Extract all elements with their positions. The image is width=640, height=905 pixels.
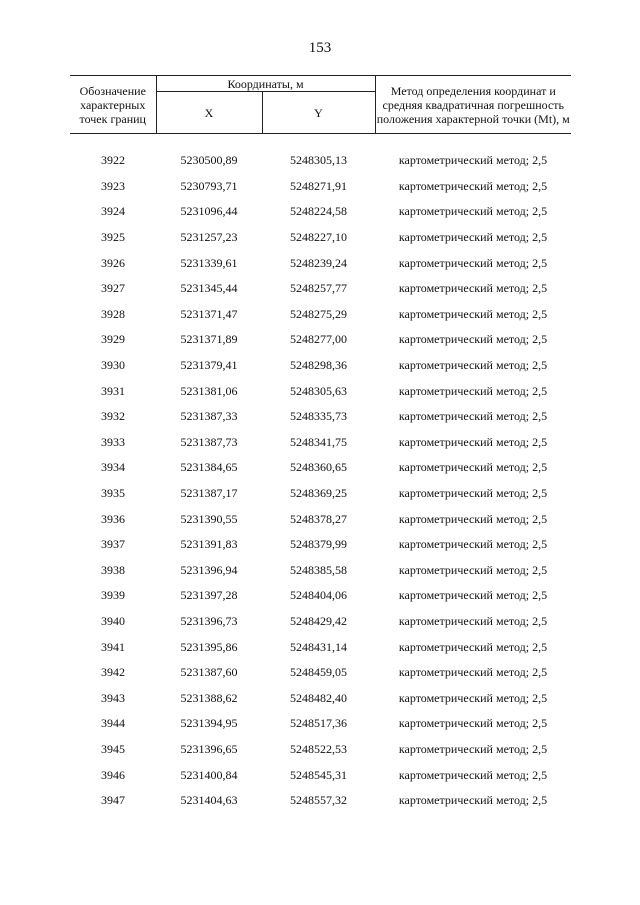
table-row	[70, 506, 571, 532]
table-row	[70, 634, 571, 660]
x-coordinate-cell: 5231396,94	[180, 562, 238, 577]
table-row	[70, 532, 571, 558]
table-header	[70, 76, 571, 134]
x-coordinate-cell: 5231404,63	[180, 793, 238, 808]
method-cell: картометрический метод; 2,5	[398, 204, 548, 219]
y-coordinate-cell: 5248298,36	[290, 358, 347, 373]
y-coordinate-cell: 5248224,58	[290, 204, 347, 219]
x-coordinate-cell: 5231345,44	[180, 281, 238, 296]
y-coordinate-cell: 5248429,42	[290, 613, 347, 628]
point-number-cell: 3936	[101, 511, 125, 526]
y-coordinate-cell: 5248482,40	[290, 690, 347, 705]
point-number-cell: 3926	[101, 255, 125, 270]
point-number-cell: 3944	[101, 716, 125, 731]
y-coordinate-cell: 5248271,91	[290, 178, 347, 193]
x-coordinate-cell: 5231395,86	[180, 639, 238, 654]
method-cell: картометрический метод; 2,5	[398, 716, 548, 731]
table-row	[70, 250, 571, 276]
x-coordinate-cell: 5231394,95	[180, 716, 238, 731]
point-number-cell: 3937	[101, 537, 125, 552]
table-row	[70, 353, 571, 379]
y-coordinate-cell: 5248341,75	[290, 434, 347, 449]
x-coordinate-cell: 5231396,65	[180, 741, 238, 756]
header-x: X	[156, 92, 262, 134]
point-number-cell: 3925	[101, 230, 125, 245]
header-designation: Обозначение характерных точек границ	[70, 76, 156, 134]
header-method: Метод определения координат и средняя квадратичная погрешность положения характерной точки (Mt), м	[375, 76, 571, 134]
method-cell: картометрический метод; 2,5	[398, 741, 548, 756]
method-cell: картометрический метод; 2,5	[398, 409, 548, 424]
x-coordinate-cell: 5231387,17	[180, 486, 238, 501]
point-number-cell: 3934	[101, 460, 125, 475]
method-cell: картометрический метод; 2,5	[398, 665, 548, 680]
y-coordinate-cell: 5248379,99	[290, 537, 347, 552]
point-number-cell: 3929	[101, 332, 125, 347]
method-cell: картометрический метод; 2,5	[398, 434, 548, 449]
point-number-cell: 3928	[101, 306, 125, 321]
table-row	[70, 276, 571, 302]
x-coordinate-cell: 5230793,71	[180, 178, 238, 193]
table-row	[70, 685, 571, 711]
method-cell: картометрический метод; 2,5	[398, 230, 548, 245]
method-cell: картометрический метод; 2,5	[398, 793, 548, 808]
y-coordinate-cell: 5248385,58	[290, 562, 347, 577]
method-cell: картометрический метод; 2,5	[398, 486, 548, 501]
method-cell: картометрический метод; 2,5	[398, 281, 548, 296]
x-coordinate-cell: 5231381,06	[180, 383, 238, 398]
x-coordinate-cell: 5230500,89	[180, 153, 238, 168]
method-cell: картометрический метод; 2,5	[398, 332, 548, 347]
coordinates-table	[70, 75, 571, 813]
y-coordinate-cell: 5248431,14	[290, 639, 347, 654]
y-coordinate-cell: 5248305,13	[290, 153, 347, 168]
table-row	[70, 225, 571, 251]
method-cell: картометрический метод; 2,5	[398, 613, 548, 628]
table-row	[70, 711, 571, 737]
y-coordinate-cell: 5248369,25	[290, 486, 347, 501]
x-coordinate-cell: 5231387,60	[180, 665, 238, 680]
table-row	[70, 481, 571, 507]
y-coordinate-cell: 5248277,00	[290, 332, 347, 347]
table-body	[70, 134, 571, 814]
point-number-cell: 3932	[101, 409, 125, 424]
method-cell: картометрический метод; 2,5	[398, 639, 548, 654]
x-coordinate-cell: 5231396,73	[180, 613, 238, 628]
method-cell: картометрический метод; 2,5	[398, 588, 548, 603]
x-coordinate-cell: 5231339,61	[180, 255, 238, 270]
point-number-cell: 3935	[101, 486, 125, 501]
y-coordinate-cell: 5248404,06	[290, 588, 347, 603]
point-number-cell: 3942	[101, 665, 125, 680]
point-number-cell: 3939	[101, 588, 125, 603]
y-coordinate-cell: 5248275,29	[290, 306, 347, 321]
y-coordinate-cell: 5248239,24	[290, 255, 347, 270]
table-row	[70, 737, 571, 763]
table-row	[70, 609, 571, 635]
point-number-cell: 3946	[101, 767, 125, 782]
method-cell: картометрический метод; 2,5	[398, 358, 548, 373]
y-coordinate-cell: 5248545,31	[290, 767, 347, 782]
y-coordinate-cell: 5248517,36	[290, 716, 347, 731]
method-cell: картометрический метод; 2,5	[398, 178, 548, 193]
x-coordinate-cell: 5231397,28	[180, 588, 238, 603]
x-coordinate-cell: 5231257,23	[180, 230, 238, 245]
method-cell: картометрический метод; 2,5	[398, 767, 548, 782]
point-number-cell: 3923	[101, 178, 125, 193]
x-coordinate-cell: 5231387,73	[180, 434, 238, 449]
x-coordinate-cell: 5231390,55	[180, 511, 238, 526]
y-coordinate-cell: 5248257,77	[290, 281, 347, 296]
table-row	[70, 430, 571, 456]
point-number-cell: 3931	[101, 383, 125, 398]
table-row	[70, 455, 571, 481]
table-row	[70, 583, 571, 609]
table-row	[70, 174, 571, 200]
table-row	[70, 788, 571, 814]
y-coordinate-cell: 5248378,27	[290, 511, 347, 526]
table-row	[70, 404, 571, 430]
y-coordinate-cell: 5248305,63	[290, 383, 347, 398]
x-coordinate-cell: 5231400,84	[180, 767, 238, 782]
method-cell: картометрический метод; 2,5	[398, 255, 548, 270]
method-cell: картометрический метод; 2,5	[398, 562, 548, 577]
table-row	[70, 660, 571, 686]
table-row	[70, 199, 571, 225]
method-cell: картометрический метод; 2,5	[398, 511, 548, 526]
point-number-cell: 3938	[101, 562, 125, 577]
x-coordinate-cell: 5231388,62	[180, 690, 238, 705]
table-row	[70, 148, 571, 174]
point-number-cell: 3927	[101, 281, 125, 296]
method-cell: картометрический метод; 2,5	[398, 460, 548, 475]
y-coordinate-cell: 5248459,05	[290, 665, 347, 680]
x-coordinate-cell: 5231391,83	[180, 537, 238, 552]
page-number: 153	[308, 40, 332, 56]
x-coordinate-cell: 5231387,33	[180, 409, 238, 424]
method-cell: картометрический метод; 2,5	[398, 153, 548, 168]
x-coordinate-cell: 5231384,65	[180, 460, 238, 475]
method-cell: картометрический метод; 2,5	[398, 383, 548, 398]
y-coordinate-cell: 5248557,32	[290, 793, 347, 808]
point-number-cell: 3922	[101, 153, 125, 168]
x-coordinate-cell: 5231379,41	[180, 358, 238, 373]
point-number-cell: 3933	[101, 434, 125, 449]
table-row	[70, 762, 571, 788]
x-coordinate-cell: 5231096,44	[180, 204, 238, 219]
table-row	[70, 558, 571, 584]
table-row	[70, 302, 571, 328]
table-row	[70, 378, 571, 404]
x-coordinate-cell: 5231371,47	[180, 306, 238, 321]
y-coordinate-cell: 5248335,73	[290, 409, 347, 424]
point-number-cell: 3947	[101, 793, 125, 808]
table-row	[70, 327, 571, 353]
point-number-cell: 3940	[101, 613, 125, 628]
method-cell: картометрический метод; 2,5	[398, 690, 548, 705]
header-coordinates: Координаты, м	[156, 76, 375, 92]
point-number-cell: 3941	[101, 639, 125, 654]
point-number-cell: 3930	[101, 358, 125, 373]
header-y: Y	[262, 92, 375, 134]
method-cell: картометрический метод; 2,5	[398, 537, 548, 552]
y-coordinate-cell: 5248227,10	[290, 230, 347, 245]
method-cell: картометрический метод; 2,5	[398, 306, 548, 321]
point-number-cell: 3945	[101, 741, 125, 756]
point-number-cell: 3943	[101, 690, 125, 705]
y-coordinate-cell: 5248360,65	[290, 460, 347, 475]
point-number-cell: 3924	[101, 204, 125, 219]
y-coordinate-cell: 5248522,53	[290, 741, 347, 756]
x-coordinate-cell: 5231371,89	[180, 332, 238, 347]
